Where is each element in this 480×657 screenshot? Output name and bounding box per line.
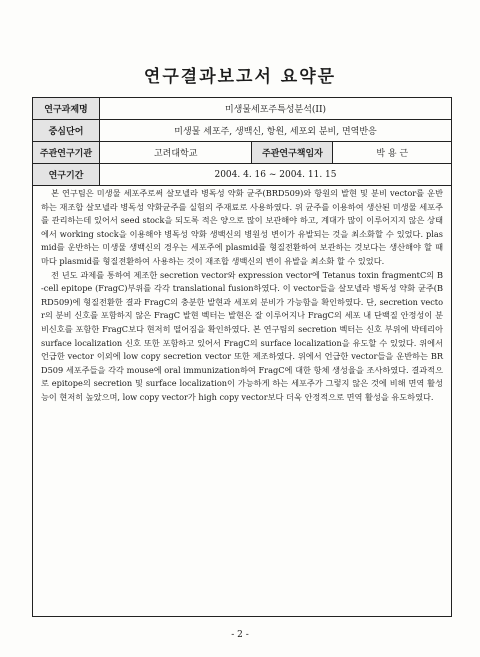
summary-info-table: [32, 97, 452, 186]
summary-body-box: [32, 181, 452, 617]
project-label: 연구과제명: [33, 98, 100, 120]
page-number: - 2 -: [231, 630, 249, 640]
institution-label: 주관연구기관: [33, 142, 100, 164]
period-value: 2004. 4. 16 ~ 2004. 11. 15: [100, 164, 452, 186]
keywords-value: 미생물 세포주, 생백신, 항원, 세포외 분비, 면역반응: [100, 120, 452, 142]
summary-paragraph-1: 본 연구팀은 미생물 세포주로써 살모넬라 병독성 약화 균주(BRD509)와 항원의 발현 및 분비 vector를 운반하는 재조합 살모넬라 병독성 약화균주를 실험의 주재료로 사용하였다. 위 균주를 이용하여 생산된 미생물 세포주를 관리하는데 있어서 seed stock을 되도록 적은 양으로 많이 보관해야 하고, 계대가 많이 이루어지지 않은 상태에서 working stock을 이용해야 병독성 약화 생백신의 병원성 변이가 유발되는 것을 최소화할 수 있었다. plasmid를 운반하는 미생물 생백신의 경우는 세포주에 plasmid를 형질전환하여 보관하는 것보다는 생산해야 할 때마다 plasmid를 형질전환하여 사용하는 것이 재조합 생백신의 변이 유발을 최소화 할 수 있었다.: [41, 188, 443, 266]
keywords-row: [33, 120, 452, 142]
period-label: 연구기간: [33, 164, 100, 186]
summary-body-text: [41, 187, 443, 405]
pi-value: 박 용 근: [333, 142, 452, 164]
keywords-label: 중심단어: [33, 120, 100, 142]
pi-label: 주관연구책임자: [252, 142, 333, 164]
project-row: [33, 98, 452, 120]
document-title: 연구결과보고서 요약문: [143, 67, 337, 87]
summary-paragraph-2: 전 년도 과제를 통하여 제조한 secretion vector와 expression vector에 Tetanus toxin fragmentC의 B-cell epitope (FragC)부위를 각각 translational fusion하였다. 이 vector들을 살모넬라 병독성 약화 균주(BRD509)에 형질전환한 결과 FragC의 충분한 발현과 세포외 분비가 가능함을 확인하였다. 단, secretion vector의 분비 신호를 포함하지 않은 FragC 발현 벡터는 발현은 잘 이루어지나 FragC의 세포 내 단백질 안정성이 분비신호를 포함한 FragC보다 현저히 떨어짐을 확인하였다. 본 연구팀의 secretion 벡터는 신호 부위에 박테리아 surface localization 신호 또한 포함하고 있어서 FragC의 surface localization을 유도할 수 있었다. 위에서 언급한 vector 이외에 low copy secretion vector 또한 제조하였다. 위에서 언급한 vector들을 운반하는 BRD509 세포주들을 각각 mouse에 oral immunization하여 FragC에 대한 항체 생성율을 조사하였다. 결과적으로 epitope의 secretion 및 surface localization이 가능하게 하는 세포주가 그렇지 않은 것에 비해 면역 활성능이 현저히 높았으며, low copy vector가 high copy vector보다 더욱 안정적으로 면역 활성을 유도하였다.: [41, 269, 443, 402]
institution-value: 고려대학교: [100, 142, 252, 164]
project-value: 미생물세포주특성분석(II): [100, 98, 452, 120]
institution-row: [33, 142, 452, 164]
